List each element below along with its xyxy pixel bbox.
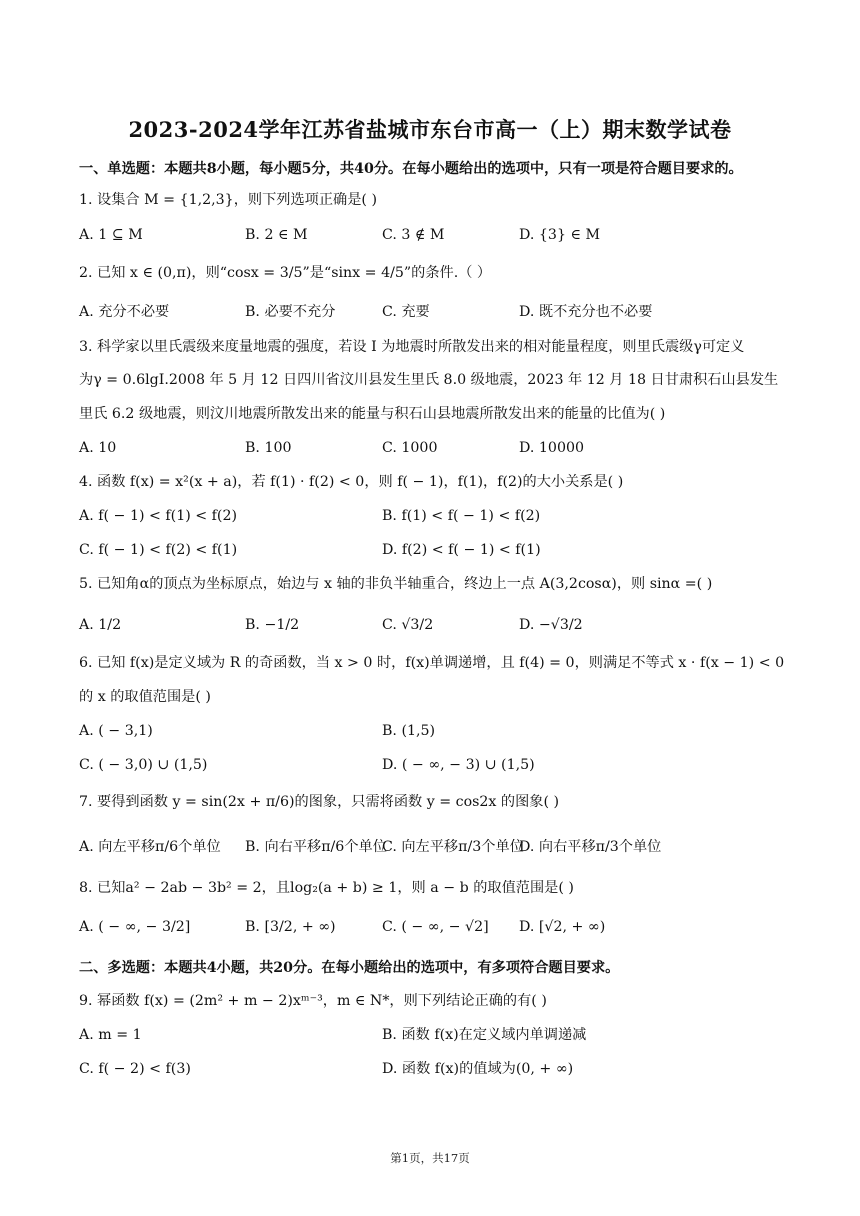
question-3-option-c: C. 1000 bbox=[382, 440, 438, 456]
exam-title: 2023-2024学年江苏省盐城市东台市高一（上）期末数学试卷 bbox=[128, 117, 732, 142]
question-1-option-c: C. 3 ∉ M bbox=[382, 227, 445, 243]
question-4-option-a: A. f( − 1) < f(1) < f(2) bbox=[79, 508, 238, 524]
question-8-option-a: A. ( − ∞, − 3/2] bbox=[79, 919, 191, 935]
question-3-stem-line-2: 为γ = 0.6lgI.2008 年 5 月 12 日四川省汶川县发生里氏 8.0 级地震，2023 年 12 月 18 日甘肃积石山县发生 bbox=[79, 372, 779, 388]
question-1-option-a: A. 1 ⊆ M bbox=[79, 227, 143, 243]
page-number-footer: 第1页，共17页 bbox=[390, 1151, 470, 1165]
question-2-stem: 2. 已知 x ∈ (0,π)，则“cosx = 3/5”是“sinx = 4/5”的条件.（ ） bbox=[79, 265, 492, 281]
question-7-option-c: C. 向左平移π/3个单位 bbox=[382, 839, 524, 855]
question-7-option-d: D. 向右平移π/3个单位 bbox=[519, 839, 662, 855]
question-5-stem: 5. 已知角α的顶点为坐标原点，始边与 x 轴的非负半轴重合，终边上一点 A(3,2cosα)，则 sinα =( ) bbox=[79, 576, 713, 592]
question-9-option-a: A. m = 1 bbox=[79, 1027, 142, 1043]
question-7-option-b: B. 向右平移π/6个单位 bbox=[245, 839, 387, 855]
question-9-option-c: C. f( − 2) < f(3) bbox=[79, 1061, 191, 1077]
question-6-option-a: A. ( − 3,1) bbox=[79, 723, 153, 739]
question-6-option-d: D. ( − ∞, − 3) ∪ (1,5) bbox=[382, 757, 535, 773]
question-8-option-c: C. ( − ∞, − √2] bbox=[382, 919, 489, 935]
question-3-stem-line-3: 里氏 6.2 级地震，则汶川地震所散发出来的能量与积石山县地震所散发出来的能量的比值为( ) bbox=[79, 406, 666, 422]
question-6-stem-line-2: 的 x 的取值范围是( ) bbox=[79, 689, 211, 705]
question-8-option-d: D. [√2, + ∞) bbox=[519, 919, 606, 935]
question-5-option-c: C. √3/2 bbox=[382, 617, 434, 633]
question-4-stem: 4. 函数 f(x) = x²(x + a)，若 f(1) · f(2) < 0，则 f( − 1)，f(1)，f(2)的大小关系是( ) bbox=[79, 474, 624, 490]
question-8-option-b: B. [3/2, + ∞) bbox=[245, 919, 336, 935]
question-5-option-d: D. −√3/2 bbox=[519, 617, 583, 633]
question-6-stem-line-1: 6. 已知 f(x)是定义域为 R 的奇函数，当 x > 0 时，f(x)单调递增，且 f(4) = 0，则满足不等式 x · f(x − 1) < 0 bbox=[79, 655, 785, 671]
question-6-option-b: B. (1,5) bbox=[382, 723, 436, 739]
question-2-option-a: A. 充分不必要 bbox=[79, 304, 170, 320]
section-multi-choice-heading: 二、多选题：本题共4小题，共20分。在每小题给出的选项中，有多项符合题目要求。 bbox=[79, 960, 620, 976]
section-single-choice-heading: 一、单选题：本题共8小题，每小题5分，共40分。在每小题给出的选项中，只有一项是符合题目要求的。 bbox=[79, 161, 743, 177]
question-9-option-b: B. 函数 f(x)在定义域内单调递减 bbox=[382, 1027, 587, 1043]
question-5-option-b: B. −1/2 bbox=[245, 617, 300, 633]
question-4-option-b: B. f(1) < f( − 1) < f(2) bbox=[382, 508, 541, 524]
question-9-stem: 9. 幂函数 f(x) = (2m² + m − 2)xᵐ⁻³，m ∈ N*，则下列结论正确的有( ) bbox=[79, 993, 547, 1009]
question-5-option-a: A. 1/2 bbox=[79, 617, 122, 633]
question-2-option-d: D. 既不充分也不必要 bbox=[519, 304, 653, 320]
question-4-option-d: D. f(2) < f( − 1) < f(1) bbox=[382, 542, 541, 558]
question-6-option-c: C. ( − 3,0) ∪ (1,5) bbox=[79, 757, 208, 773]
question-2-option-c: C. 充要 bbox=[382, 304, 430, 320]
question-8-stem: 8. 已知a² − 2ab − 3b² = 2，且log₂(a + b) ≥ 1，则 a − b 的取值范围是( ) bbox=[79, 880, 574, 896]
question-1-stem: 1. 设集合 M = {1,2,3}，则下列选项正确是( ) bbox=[79, 192, 377, 208]
question-3-option-b: B. 100 bbox=[245, 440, 292, 456]
question-1-option-b: B. 2 ∈ M bbox=[245, 227, 308, 243]
question-3-option-d: D. 10000 bbox=[519, 440, 585, 456]
question-1-option-d: D. {3} ∈ M bbox=[519, 227, 601, 243]
question-3-option-a: A. 10 bbox=[79, 440, 117, 456]
question-2-option-b: B. 必要不充分 bbox=[245, 304, 336, 320]
question-4-option-c: C. f( − 1) < f(2) < f(1) bbox=[79, 542, 238, 558]
question-9-option-d: D. 函数 f(x)的值域为(0, + ∞) bbox=[382, 1061, 574, 1077]
question-3-stem-line-1: 3. 科学家以里氏震级来度量地震的强度，若设 I 为地震时所散发出来的相对能量程度，则里氏震级γ可定义 bbox=[79, 339, 745, 355]
question-7-stem: 7. 要得到函数 y = sin(2x + π/6)的图象，只需将函数 y = cos2x 的图象( ) bbox=[79, 794, 560, 810]
question-7-option-a: A. 向左平移π/6个单位 bbox=[79, 839, 221, 855]
